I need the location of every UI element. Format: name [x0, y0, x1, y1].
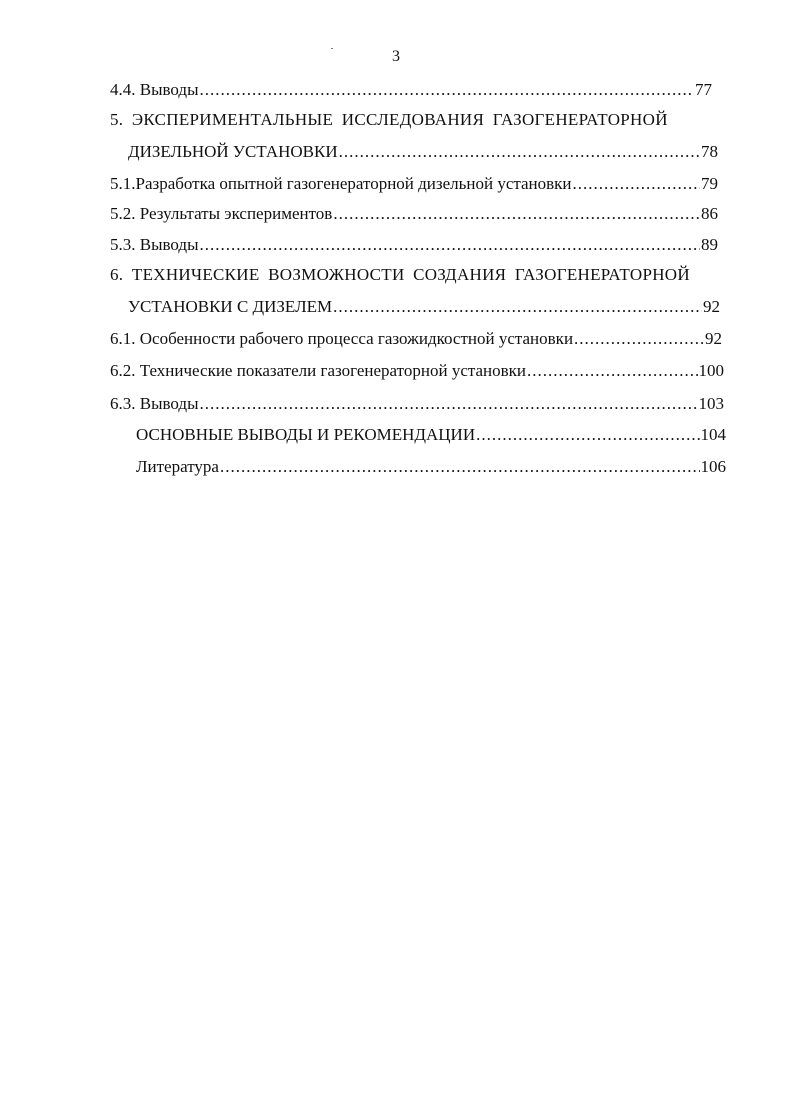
- toc-entry-label: ДИЗЕЛЬНОЙ УСТАНОВКИ: [128, 142, 338, 161]
- toc-entry-page: 104: [700, 425, 726, 444]
- toc-entry-literature: [136, 456, 726, 478]
- toc-entry-6-1: [110, 328, 722, 350]
- toc-entry-page: 89: [701, 235, 718, 254]
- toc-entry-conclusions: [136, 424, 726, 446]
- dot-leader: [200, 79, 694, 101]
- toc-entry-page: 86: [701, 204, 718, 223]
- toc-entry-page: 92: [705, 329, 722, 348]
- dot-leader: [333, 203, 700, 225]
- dot-leader: [476, 424, 699, 446]
- dot-leader: [200, 393, 698, 415]
- toc-entry-label: Литература: [136, 457, 219, 476]
- dot-leader: [574, 328, 704, 350]
- dot-leader: [339, 141, 700, 163]
- toc-entry-page: 100: [698, 361, 724, 380]
- toc-entry-label: 5.1.Разработка опытной газогенераторной дизельной установки: [110, 174, 572, 193]
- dot-leader: [573, 173, 700, 195]
- toc-entry-page: 78: [701, 142, 718, 161]
- page-number: 3: [392, 48, 400, 65]
- toc-chapter-5-heading: 5. ЭКСПЕРИМЕНТАЛЬНЫЕ ИССЛЕДОВАНИЯ ГАЗОГЕНЕРАТОРНОЙ: [110, 110, 668, 129]
- toc-entry-page: 77: [695, 80, 712, 99]
- toc-entry-label: 4.4. Выводы: [110, 80, 199, 99]
- toc-entry-6-3: [110, 393, 724, 415]
- dot-leader: [220, 456, 700, 478]
- toc-entry-5-1: [110, 173, 718, 195]
- toc-entry-label: 6.1. Особенности рабочего процесса газожидкостной установки: [110, 329, 574, 348]
- toc-entry-4-4: [110, 79, 712, 101]
- toc-entry-page: 92: [703, 297, 720, 316]
- toc-entry-label: 5.3. Выводы: [110, 235, 199, 254]
- toc-entry-6-2: [110, 360, 724, 382]
- dot-leader: [527, 360, 697, 382]
- dot-leader: [333, 296, 702, 318]
- toc-entry-label: 6.3. Выводы: [110, 394, 199, 413]
- scan-speck: [331, 48, 333, 49]
- toc-entry-page: 106: [700, 457, 726, 476]
- toc-entry-chapter-5: [128, 141, 718, 163]
- toc-entry-chapter-6: [128, 296, 720, 318]
- toc-entry-5-3: [110, 234, 718, 256]
- toc-entry-label: УСТАНОВКИ С ДИЗЕЛЕМ: [128, 297, 333, 316]
- toc-chapter-6-heading: 6. ТЕХНИЧЕСКИЕ ВОЗМОЖНОСТИ СОЗДАНИЯ ГАЗОГЕНЕРАТОРНОЙ: [110, 265, 690, 284]
- toc-entry-label: 6.2. Технические показатели газогенераторной установки: [110, 361, 527, 380]
- toc-entry-page: 79: [701, 174, 718, 193]
- toc-entry-label: ОСНОВНЫЕ ВЫВОДЫ И РЕКОМЕНДАЦИИ: [136, 425, 476, 444]
- toc-entry-label: 5.2. Результаты экспериментов: [110, 204, 333, 223]
- toc-entry-5-2: [110, 203, 718, 225]
- dot-leader: [200, 234, 700, 256]
- toc-entry-page: 103: [698, 394, 724, 413]
